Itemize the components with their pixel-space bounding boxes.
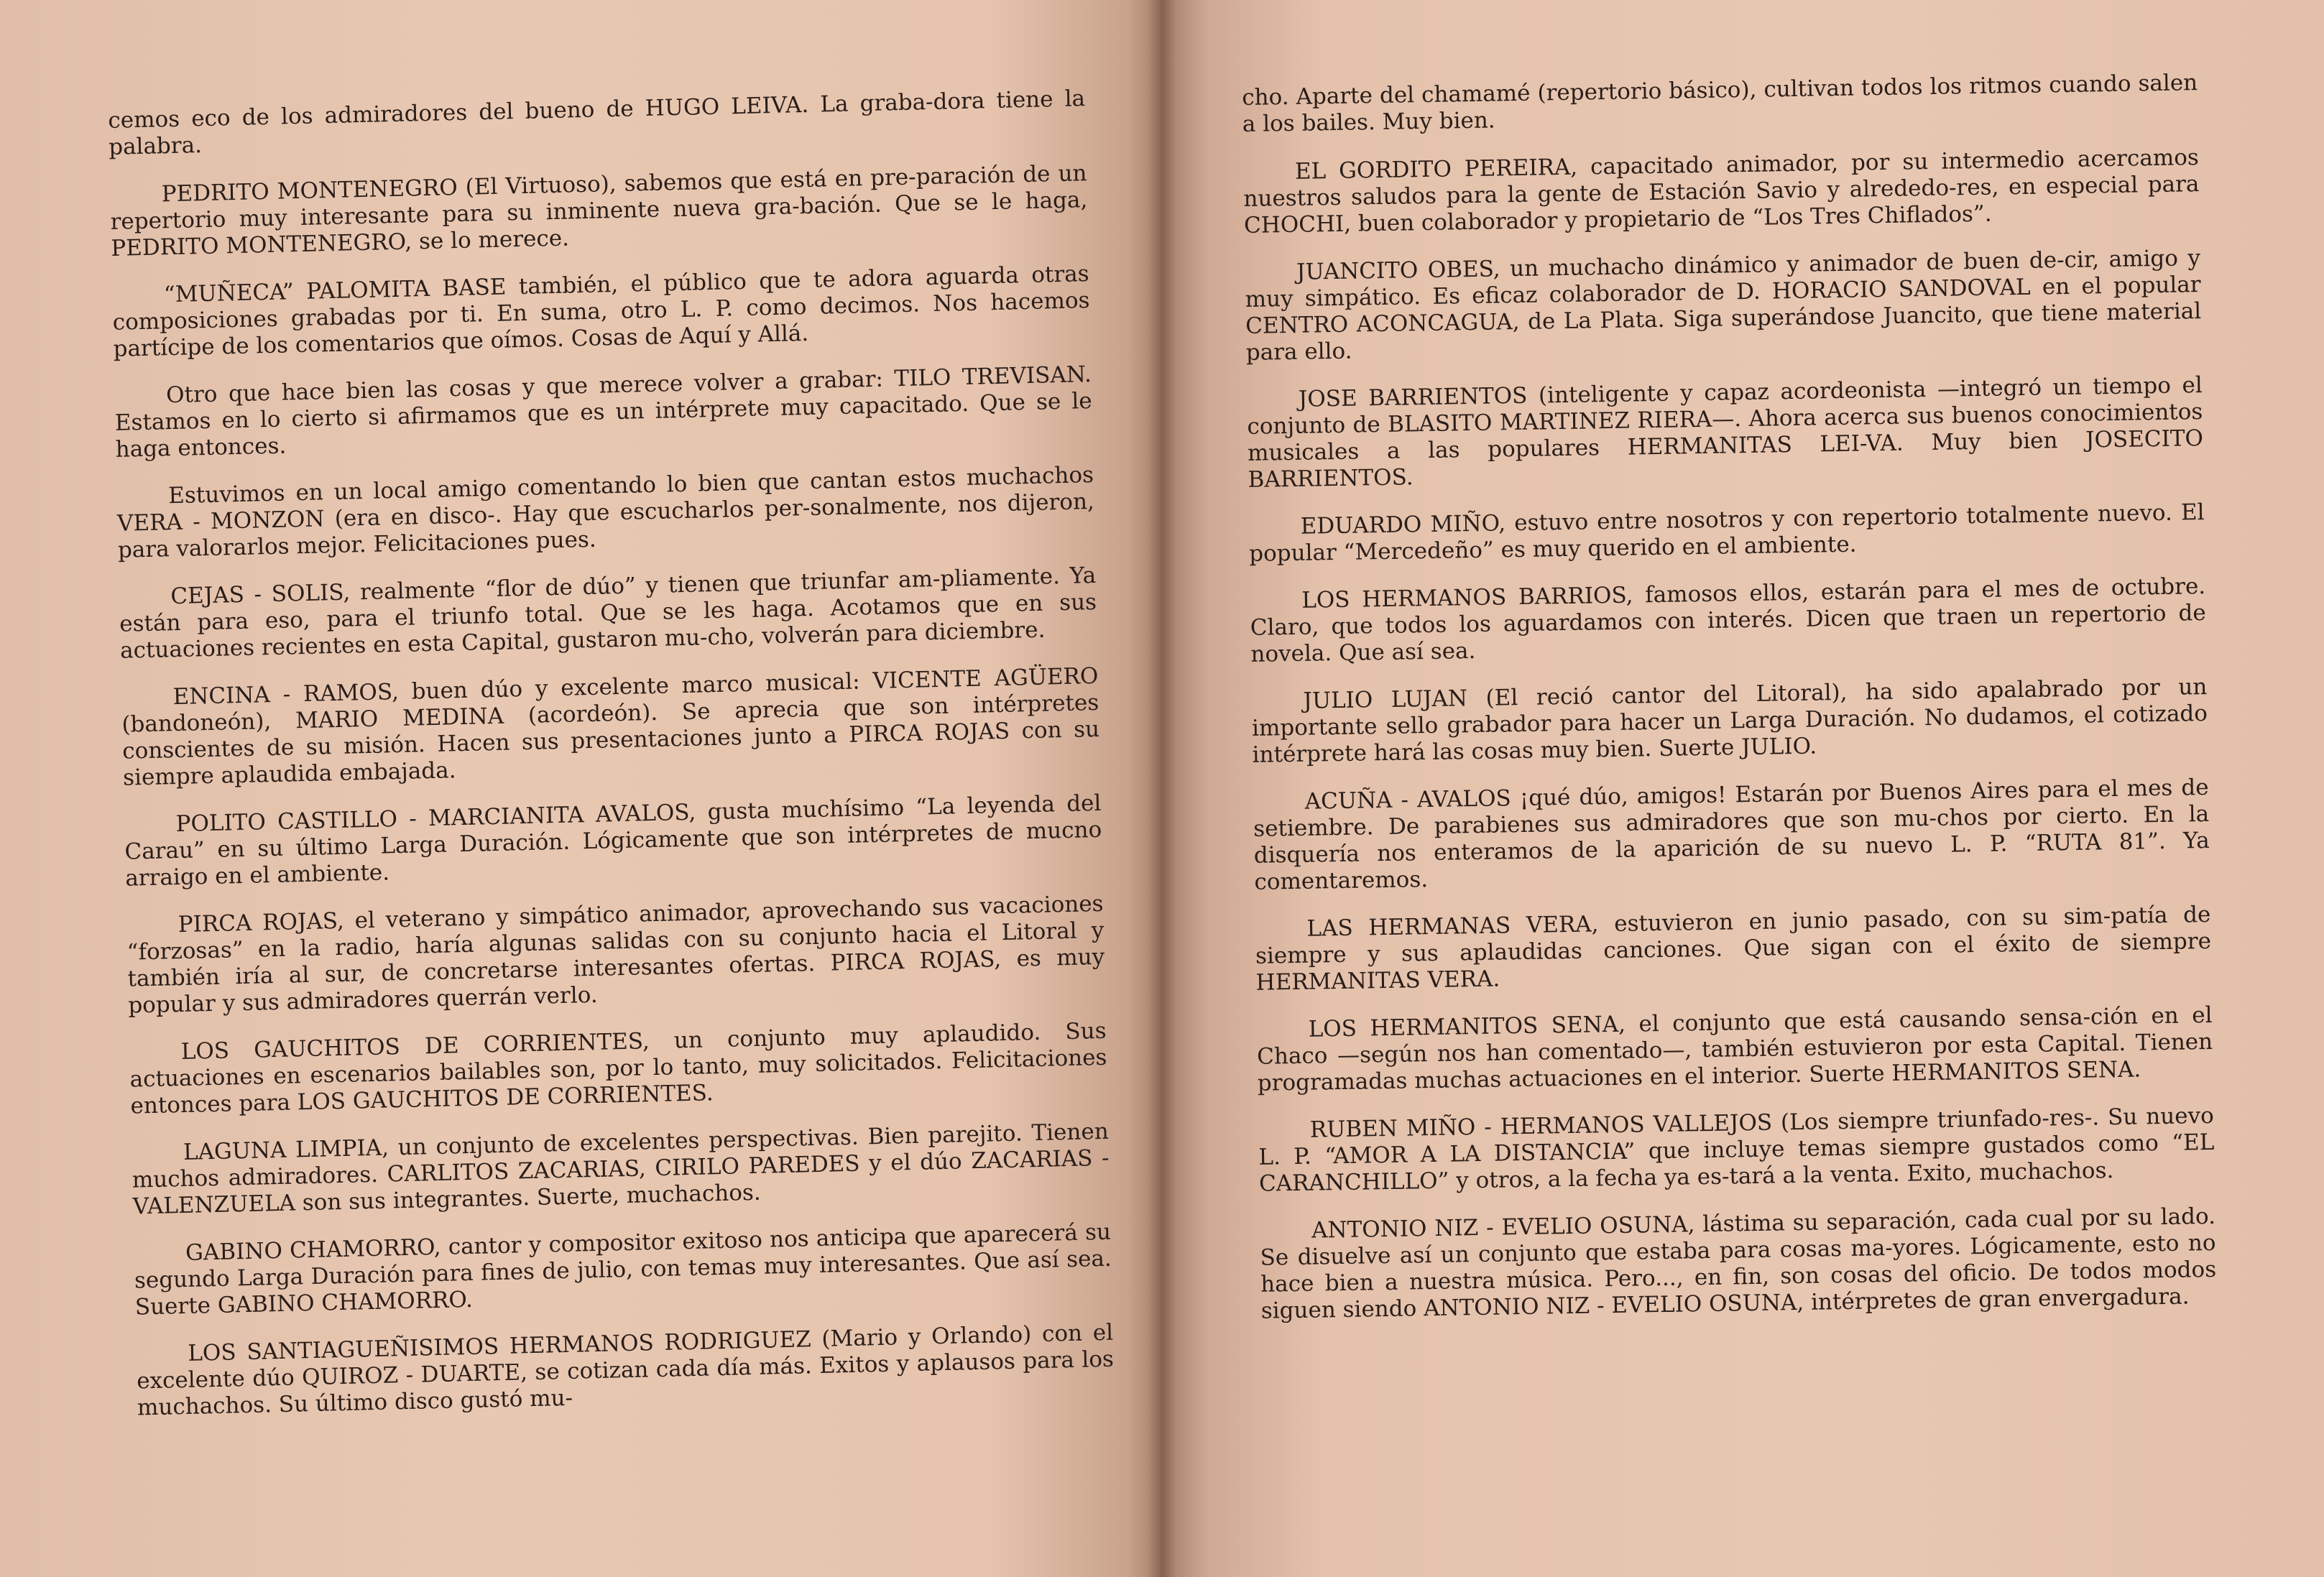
left-paragraph-4: Otro que hace bien las cosas y que merece volver a grabar: TILO TREVISAN. Estamos en lo cierto si afirmamos que es un intérprete muy capacitado. Que se le haga entonces.	[114, 361, 1093, 463]
right-paragraph-8: ACUÑA - AVALOS ¡qué dúo, amigos! Estarán por Buenos Aires para el mes de setiembre. De parabienes sus admiradores que son mu-chos por cierto. En la disquería nos enteramos de la aparición de su nuevo L. P. “RUTA 81”. Ya comentaremos.	[1253, 774, 2210, 895]
left-paragraph-8: POLITO CASTILLO - MARCIANITA AVALOS, gusta muchísimo “La leyenda del Carau” en su último Larga Duración. Lógicamente que son intérpretes de mucno arraigo en el ambiente.	[124, 790, 1102, 892]
right-paragraph-4: JOSE BARRIENTOS (inteligente y capaz acordeonista —integró un tiempo el conjunto de BLASITO MARTINEZ RIERA—. Ahora acerca sus buenos conocimientos musicales a las populares HERMANITAS LEI-VA. Muy bien JOSECITO BARRIENTOS.	[1247, 372, 2204, 493]
right-paragraph-10: LOS HERMANITOS SENA, el conjunto que está causando sensa-ción en el Chaco —según nos han comentado—, también estuvieron por esta Capital. Tienen programadas muchas actuaciones en el interior. Suerte HERMANITOS SENA.	[1256, 1002, 2213, 1096]
left-paragraph-13: LOS SANTIAGUEÑISIMOS HERMANOS RODRIGUEZ (Mario y Orlando) con el excelente dúo QUIROZ - DUARTE, se cotizan cada día más. Exitos y aplausos para los muchachos. Su último disco gustó mu-	[136, 1319, 1115, 1421]
left-paragraph-11: LAGUNA LIMPIA, un conjunto de excelentes perspectivas. Bien parejito. Tienen muchos admiradores. CARLITOS ZACARIAS, CIRILO PAREDES y el dúo ZACARIAS - VALENZUELA son sus integrantes. Suerte, muchachos.	[132, 1118, 1110, 1220]
left-paragraph-1: cemos eco de los admiradores del bueno de HUGO LEIVA. La graba-dora tiene la palabra.	[108, 85, 1086, 160]
right-paragraph-5: EDUARDO MIÑO, estuvo entre nosotros y con repertorio totalmente nuevo. El popular “Mercedeño” es muy querido en el ambiente.	[1248, 499, 2205, 567]
right-paragraph-9: LAS HERMANAS VERA, estuvieron en junio pasado, con su sim-patía de siempre y sus aplaudidas canciones. Que sigan con el éxito de siempre HERMANITAS VERA.	[1255, 901, 2212, 996]
left-paragraph-12: GABINO CHAMORRO, cantor y compositor exitoso nos anticipa que aparecerá su segundo Larga Duración para fines de julio, con temas muy interesantes. Que así sea. Suerte GABINO CHAMORRO.	[134, 1218, 1112, 1321]
left-page-column	[108, 85, 1115, 1442]
right-page-column	[1242, 70, 2217, 1346]
left-paragraph-2: PEDRITO MONTENEGRO (El Virtuoso), sabemos que está en pre-paración de un repertorio muy interesante para su inminente nueva gra-bación. Que se le haga, PEDRITO MONTENEGRO, se lo merece.	[110, 160, 1088, 262]
right-paragraph-2: EL GORDITO PEREIRA, capacitado animador, por su intermedio acercamos nuestros saludos para la gente de Estación Savio y alrededo-res, en especial para CHOCHI, buen colaborador y propietario de “Los Tres Chiflados”.	[1243, 144, 2200, 239]
left-paragraph-6: CEJAS - SOLIS, realmente “flor de dúo” y tienen que triunfar am-pliamente. Ya están para eso, para el triunfo total. Que se les haga. Acotamos que en sus actuaciones recientes en esta Capital, gustaron mu-cho, volverán para diciembre.	[119, 562, 1097, 664]
left-paragraph-7: ENCINA - RAMOS, buen dúo y excelente marco musical: VICENTE AGÜERO (bandoneón), MARIO MEDINA (acordeón). Se aprecia que son intérpretes conscientes de su misión. Hacen sus presentaciones junto a PIRCA ROJAS con su siempre aplaudida embajada.	[121, 662, 1100, 791]
left-paragraph-10: LOS GAUCHITOS DE CORRIENTES, un conjunto muy aplaudido. Sus actuaciones en escenarios bailables son, por lo tanto, muy solicitados. Felicitaciones entonces para LOS GAUCHITOS DE CORRIENTES.	[129, 1017, 1107, 1119]
left-paragraph-5: Estuvimos en un local amigo comentando lo bien que cantan estos muchachos VERA - MONZON (era en disco-. Hay que escucharlos per-sonalmente, nos dijeron, para valorarlos mejor. Felicitaciones pues.	[116, 462, 1095, 563]
right-paragraph-12: ANTONIO NIZ - EVELIO OSUNA, lástima su separación, cada cual por su lado. Se disuelve así un conjunto que estaba para cosas ma-yores. Lógicamente, esto no hace bien a nuestra música. Pero..., en fin, son cosas del oficio. De todos modos siguen siendo ANTONIO NIZ - EVELIO OSUNA, intérpretes de gran envergadura.	[1260, 1203, 2217, 1324]
right-paragraph-3: JUANCITO OBES, un muchacho dinámico y animador de buen de-cir, amigo y muy simpático. Es eficaz colaborador de D. HORACIO SANDOVAL en el popular CENTRO ACONCAGUA, de La Plata. Siga superándose Juancito, que tiene material para ello.	[1245, 245, 2202, 366]
left-paragraph-3: “MUÑECA” PALOMITA BASE también, el público que te adora aguarda otras composiciones grabadas por ti. En suma, otro L. P. como decimos. Nos hacemos partícipe de los comentarios que oímos. Cosas de Aquí y Allá.	[112, 261, 1090, 362]
right-paragraph-1: cho. Aparte del chamamé (repertorio básico), cultivan todos los ritmos cuando salen a los bailes. Muy bien.	[1242, 70, 2198, 137]
page-gutter	[1148, 0, 1176, 1577]
right-paragraph-7: JULIO LUJAN (El reció cantor del Litoral), ha sido apalabrado por un importante sello grabador para hacer un Larga Duración. No dudamos, el cotizado intérprete hará las cosas muy bien. Suerte JULIO.	[1251, 674, 2208, 768]
left-paragraph-9: PIRCA ROJAS, el veterano y simpático animador, aprovechando sus vacaciones “forzosas” en la radio, haría algunas salidas con su conjunto hacia el Litoral y también iría al sur, de concretarse interesantes ofertas. PIRCA ROJAS, es muy popular y sus admiradores querrán verlo.	[126, 890, 1105, 1019]
right-paragraph-11: RUBEN MIÑO - HERMANOS VALLEJOS (Los siempre triunfado-res-. Su nuevo L. P. “AMOR A LA DISTANCIA” que incluye temas siempre gustados como “EL CARANCHILLO” y otros, a la fecha ya es-tará a la venta. Exito, muchachos.	[1258, 1102, 2215, 1197]
right-paragraph-6: LOS HERMANOS BARRIOS, famosos ellos, estarán para el mes de octubre. Claro, que todos los aguardamos con interés. Dicen que traen un repertorio de novela. Que así sea.	[1250, 573, 2206, 667]
